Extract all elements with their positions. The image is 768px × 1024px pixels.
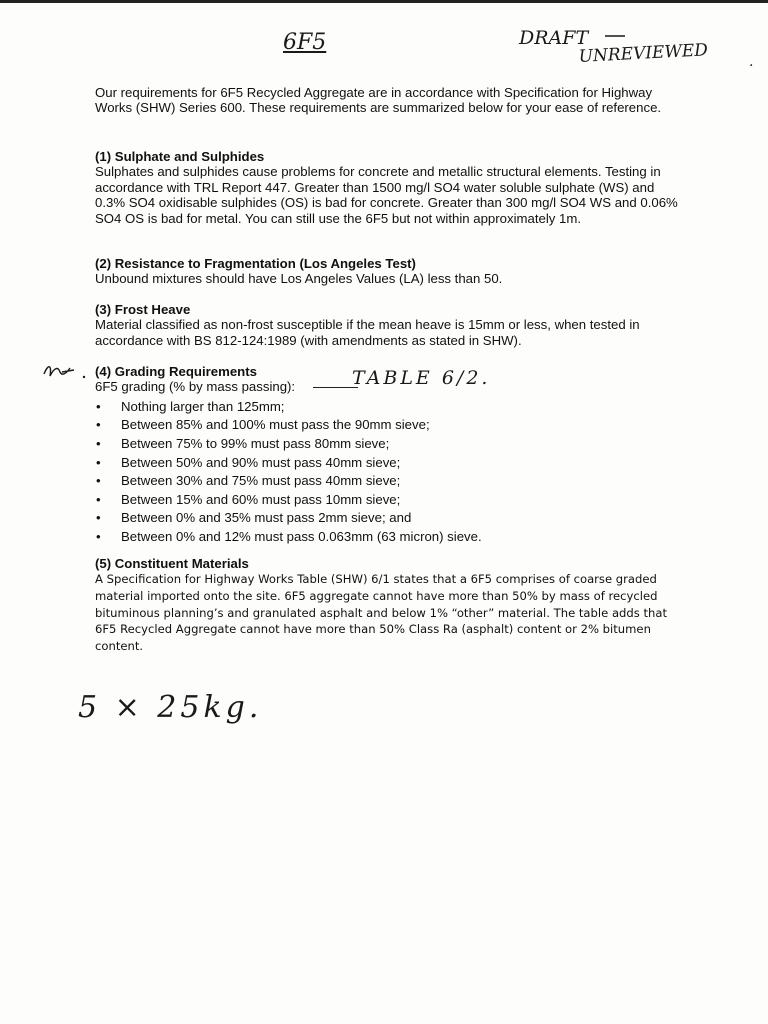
intro-paragraph: Our requirements for 6F5 Recycled Aggregate are in accordance with Specification for Highway Works (SHW) Series 600. These requirements are summarized below for your ease of reference. (95, 85, 662, 116)
list-item: • Between 15% and 60% must pass 10mm sieve; (121, 491, 680, 510)
section-heading: (5) Constituent Materials (95, 556, 249, 571)
list-item: • Between 30% and 75% must pass 40mm sieve; (121, 472, 680, 491)
handwritten-title: 6F5 (283, 30, 327, 55)
list-item: • Between 75% to 99% must pass 80mm sieve; (121, 435, 680, 454)
section-grading (95, 364, 680, 547)
section-body: Unbound mixtures should have Los Angeles Values (LA) less than 50. (95, 271, 503, 287)
section-fragmentation (95, 256, 680, 287)
list-item: • Between 0% and 12% must pass 0.063mm (63 micron) sieve. (121, 528, 680, 547)
scan-top-edge (0, 0, 768, 3)
handwritten-draft-stamp (517, 22, 762, 74)
handwritten-quantity-note: 5 × 25kg. (78, 690, 263, 725)
section-body: Sulphates and sulphides cause problems for concrete and metallic structural elements. Testing in accordance with TRL Report 447. Greater than 1500 mg/l SO4 water soluble sulphate (WS) and 0.3% SO4 oxidisable sulphides (OS) is bad for concrete. Greater than 300 mg/l SO4 WS and 0.06% SO4 OS is bad for metal. You can still use the 6F5 but not within approximately 1m. (95, 164, 678, 226)
section-sulphate (95, 149, 680, 226)
svg-text:.: . (749, 54, 754, 70)
section-heading: (4) Grading Requirements (95, 364, 257, 379)
grading-list (95, 398, 680, 547)
list-item: • Nothing larger than 125mm; (121, 398, 680, 417)
section-body: A Specification for Highway Works Table (SHW) 6/1 states that a 6F5 comprises of coarse graded material imported onto the site. 6F5 aggregate cannot have more than 50% by mass of recycled bituminous planning’s and granulated asphalt and below 1% “other” material. The table adds that 6F5 Recycled Aggregate cannot have more than 50% Class Ra (asphalt) content or 2% bitumen content. (95, 572, 668, 653)
draft-line-2: UNREVIEWED (578, 40, 709, 67)
section-heading: (2) Resistance to Fragmentation (Los Angeles Test) (95, 256, 416, 271)
draft-unreviewed-handwriting (517, 22, 762, 74)
list-item: • Between 85% and 100% must pass the 90mm sieve; (121, 416, 680, 435)
list-item: • Between 50% and 90% must pass 40mm sieve; (121, 454, 680, 473)
section-frost-heave (95, 302, 680, 348)
handwritten-table-reference: TABLE 6/2. (352, 367, 491, 389)
section-heading: (1) Sulphate and Sulphides (95, 149, 265, 164)
draft-line-1: DRAFT (519, 27, 589, 49)
section-constituents (95, 556, 680, 654)
section-body: Material classified as non-frost susceptible if the mean heave is 15mm or less, when tested in accordance with BS 812-124:1989 (with amendments as stated in SHW). (95, 317, 640, 348)
section-heading: (3) Frost Heave (95, 302, 191, 317)
grading-intro-text: 6F5 grading (% by mass passing): (95, 379, 296, 395)
list-item: • Between 0% and 35% must pass 2mm sieve; and (121, 509, 680, 528)
handwritten-margin-mark (40, 360, 90, 384)
